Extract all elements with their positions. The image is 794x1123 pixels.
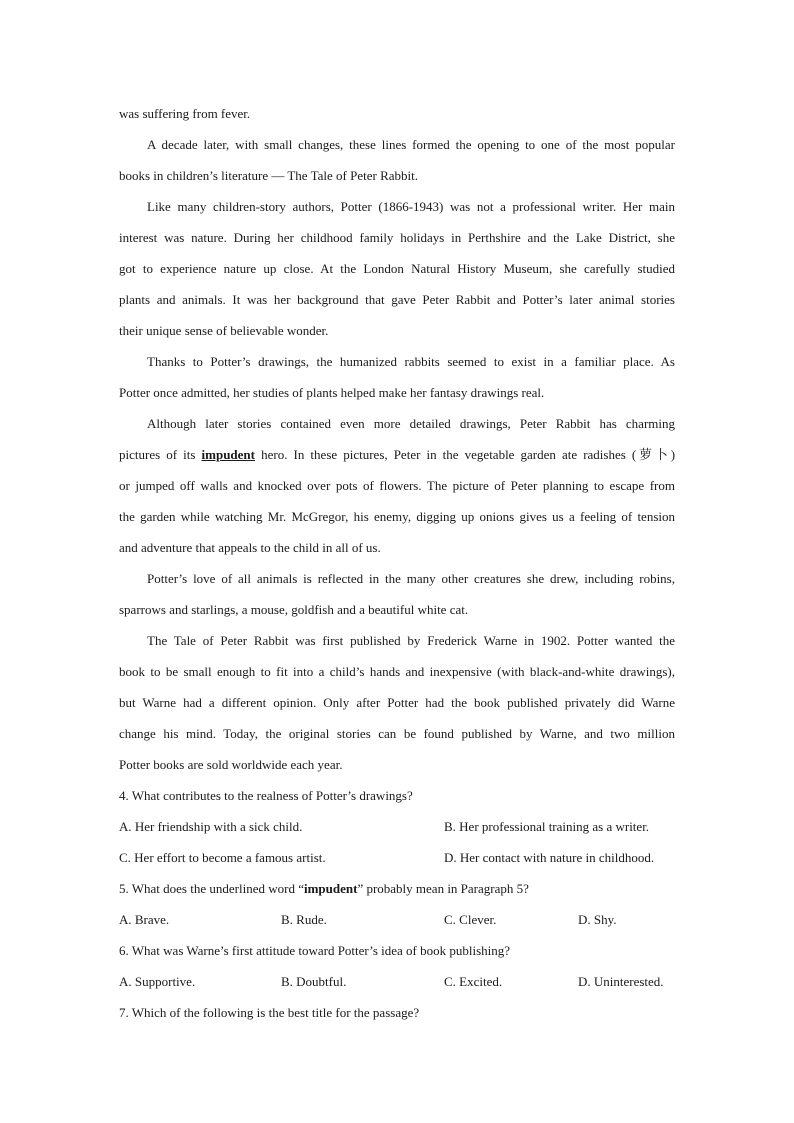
question-6-option-a: A. Supportive. — [119, 974, 196, 989]
passage-line: the garden while watching Mr. McGregor, his enemy, digging up onions gives us a feeling of tension — [119, 509, 675, 524]
underlined-word-impudent: impudent — [201, 447, 255, 462]
passage-line: Thanks to Potter’s drawings, the humanized rabbits seemed to exist in a familiar place. As — [147, 354, 675, 369]
passage-line: Like many children-story authors, Potter (1866-1943) was not a professional writer. Her main — [147, 199, 675, 214]
passage-line: interest was nature. During her childhood family holidays in Perthshire and the Lake District, she — [119, 230, 675, 245]
question-4-options-row-2 — [119, 842, 675, 873]
question-6-stem: 6. What was Warne’s first attitude toward Potter’s idea of book publishing? — [119, 943, 511, 958]
question-7-stem: 7. Which of the following is the best title for the passage? — [119, 1005, 420, 1020]
question-4-option-c: C. Her effort to become a famous artist. — [119, 850, 326, 865]
question-5-option-c: C. Clever. — [444, 912, 497, 927]
passage-line: A decade later, with small changes, these lines formed the opening to one of the most popular — [147, 137, 675, 152]
question-5-stem — [119, 873, 675, 904]
passage-line: and adventure that appeals to the child in all of us. — [119, 540, 381, 555]
passage-line: Potter’s love of all animals is reflected in the many other creatures she drew, including robins, — [147, 571, 675, 586]
passage-line: got to experience nature up close. At the London Natural History Museum, she carefully studied — [119, 261, 675, 276]
question-5-option-b: B. Rude. — [281, 912, 327, 927]
text-segment: 5. What does the underlined word “ — [119, 881, 304, 896]
question-4-option-a: A. Her friendship with a sick child. — [119, 819, 303, 834]
passage-line: sparrows and starlings, a mouse, goldfish and a beautiful white cat. — [119, 602, 469, 617]
passage-line: book to be small enough to fit into a child’s hands and inexpensive (with black-and-white drawings), — [119, 664, 675, 679]
question-4-option-b: B. Her professional training as a writer. — [444, 819, 650, 834]
text-segment: ” probably mean in Paragraph 5? — [357, 881, 529, 896]
passage-line: plants and animals. It was her background that gave Peter Rabbit and Potter’s later animal stories — [119, 292, 675, 307]
document-page — [119, 98, 675, 1028]
passage-line: change his mind. Today, the original stories can be found published by Warne, and two million — [119, 726, 675, 741]
question-4-stem: 4. What contributes to the realness of Potter’s drawings? — [119, 788, 413, 803]
passage-line: The Tale of Peter Rabbit was first published by Frederick Warne in 1902. Potter wanted the — [147, 633, 675, 648]
text-segment: hero. In these pictures, Peter in the vegetable garden ate radishes (萝卜) — [261, 447, 675, 462]
passage-line-with-underlined-word — [119, 439, 675, 470]
question-4-option-d: D. Her contact with nature in childhood. — [444, 850, 655, 865]
passage-line: but Warne had a different opinion. Only after Potter had the book published privately did Warne — [119, 695, 675, 710]
question-5-option-d: D. Shy. — [578, 912, 617, 927]
question-6-option-c: C. Excited. — [444, 974, 503, 989]
passage-line: Potter books are sold worldwide each year. — [119, 757, 343, 772]
question-6-option-d: D. Uninterested. — [578, 974, 664, 989]
question-5-options — [119, 904, 675, 935]
question-6-option-b: B. Doubtful. — [281, 974, 347, 989]
passage-line: was suffering from fever. — [119, 106, 251, 121]
passage-line: their unique sense of believable wonder. — [119, 323, 329, 338]
question-4-options-row-1 — [119, 811, 675, 842]
text-segment: pictures of its — [119, 447, 196, 462]
question-6-options — [119, 966, 675, 997]
passage-line: Potter once admitted, her studies of plants helped make her fantasy drawings real. — [119, 385, 545, 400]
question-5-option-a: A. Brave. — [119, 912, 170, 927]
question-5-keyword: impudent — [303, 881, 358, 896]
passage-line: books in children’s literature — The Tale of Peter Rabbit. — [119, 168, 418, 183]
passage-line: Although later stories contained even more detailed drawings, Peter Rabbit has charming — [147, 416, 675, 431]
passage-line: or jumped off walls and knocked over pots of flowers. The picture of Peter planning to escape from — [119, 478, 675, 493]
